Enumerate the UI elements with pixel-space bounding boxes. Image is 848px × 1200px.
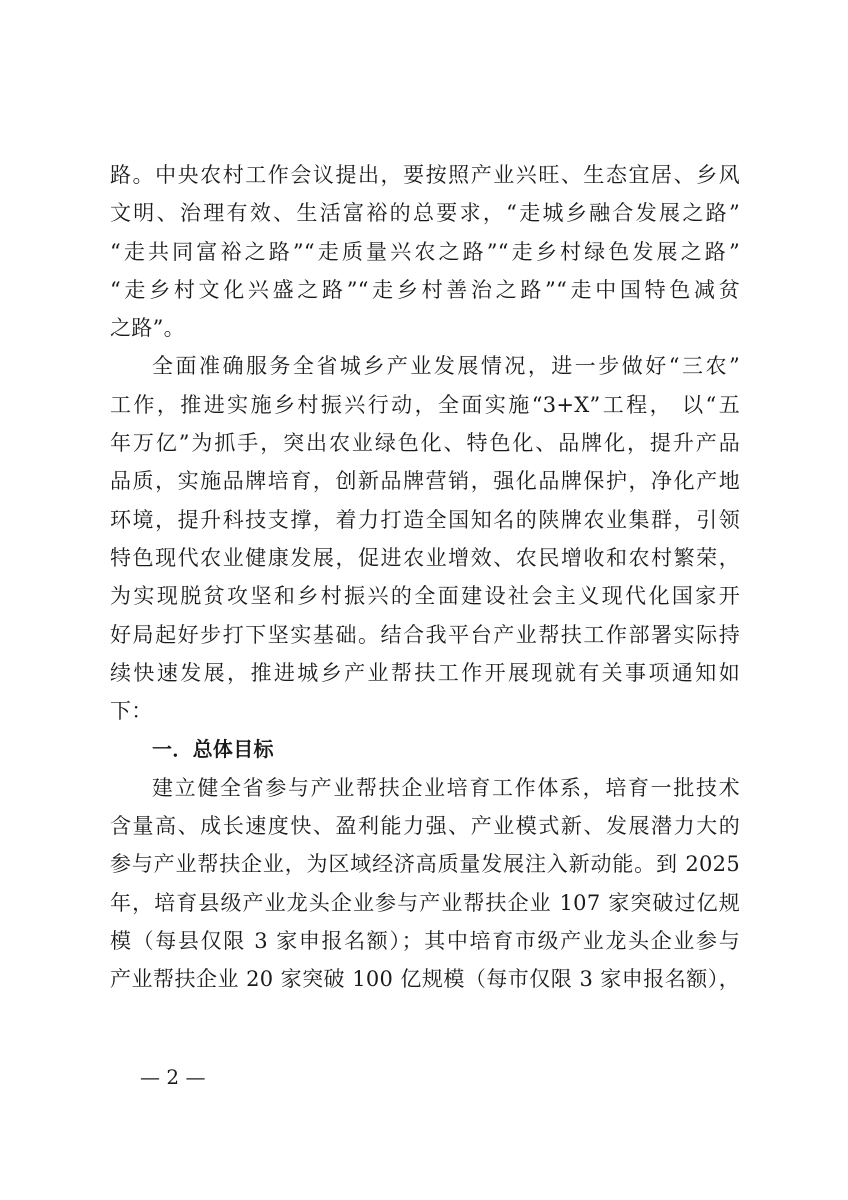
body-line: 文明、治理有效、生活富裕的总要求，“走城乡融合发展之路”: [110, 201, 740, 226]
body-line: 之路”。: [110, 316, 185, 341]
body-line: 续快速发展，推进城乡产业帮扶工作开展现就有关事项通知如: [110, 660, 740, 685]
body-line: 含量高、成长速度快、盈利能力强、产业模式新、发展潜力大的: [110, 814, 740, 839]
body-line: 品质，实施品牌培育，创新品牌营销，强化品牌保护，净化产地: [110, 469, 740, 494]
body-line: “走乡村文化兴盛之路”“走乡村善治之路”“走中国特色减贫: [110, 277, 740, 302]
page-number: — 2 —: [140, 1065, 206, 1089]
body-line: 下：: [110, 699, 153, 724]
body-line: 为实现脱贫攻坚和乡村振兴的全面建设社会主义现代化国家开: [110, 584, 740, 609]
body-line: 特色现代农业健康发展，促进农业增效、农民增收和农村繁荣，: [110, 545, 740, 570]
body-line: 年，培育县级产业龙头企业参与产业帮扶企业 107 家突破过亿规: [110, 890, 740, 915]
body-line: 全面准确服务全省城乡产业发展情况，进一步做好“三农”: [152, 354, 740, 379]
body-line: 建立健全省参与产业帮扶企业培育工作体系，培育一批技术: [152, 775, 740, 800]
body-line: 工作，推进实施乡村振兴行动，全面实施“3+X”工程， 以“五: [110, 392, 740, 417]
body-line: 路。中央农村工作会议提出，要按照产业兴旺、生态宜居、乡风: [110, 163, 740, 187]
body-line: 环境，提升科技支撑，着力打造全国知名的陕牌农业集群，引领: [110, 507, 740, 532]
section-heading: 一．总体目标: [152, 737, 274, 762]
body-line: 产业帮扶企业 20 家突破 100 亿规模（每市仅限 3 家申报名额），: [110, 967, 740, 992]
document-body: [110, 156, 740, 999]
body-line: “走共同富裕之路”“走质量兴农之路”“走乡村绿色发展之路”: [110, 239, 740, 264]
body-line: 好局起好步打下坚实基础。结合我平台产业帮扶工作部署实际持: [110, 622, 740, 647]
body-line: 参与产业帮扶企业，为区域经济高质量发展注入新动能。到 2025: [110, 852, 740, 877]
body-line: 年万亿”为抓手，突出农业绿色化、特色化、品牌化，提升产品: [110, 431, 740, 456]
body-line: 模（每县仅限 3 家申报名额）；其中培育市级产业龙头企业参与: [110, 928, 740, 953]
